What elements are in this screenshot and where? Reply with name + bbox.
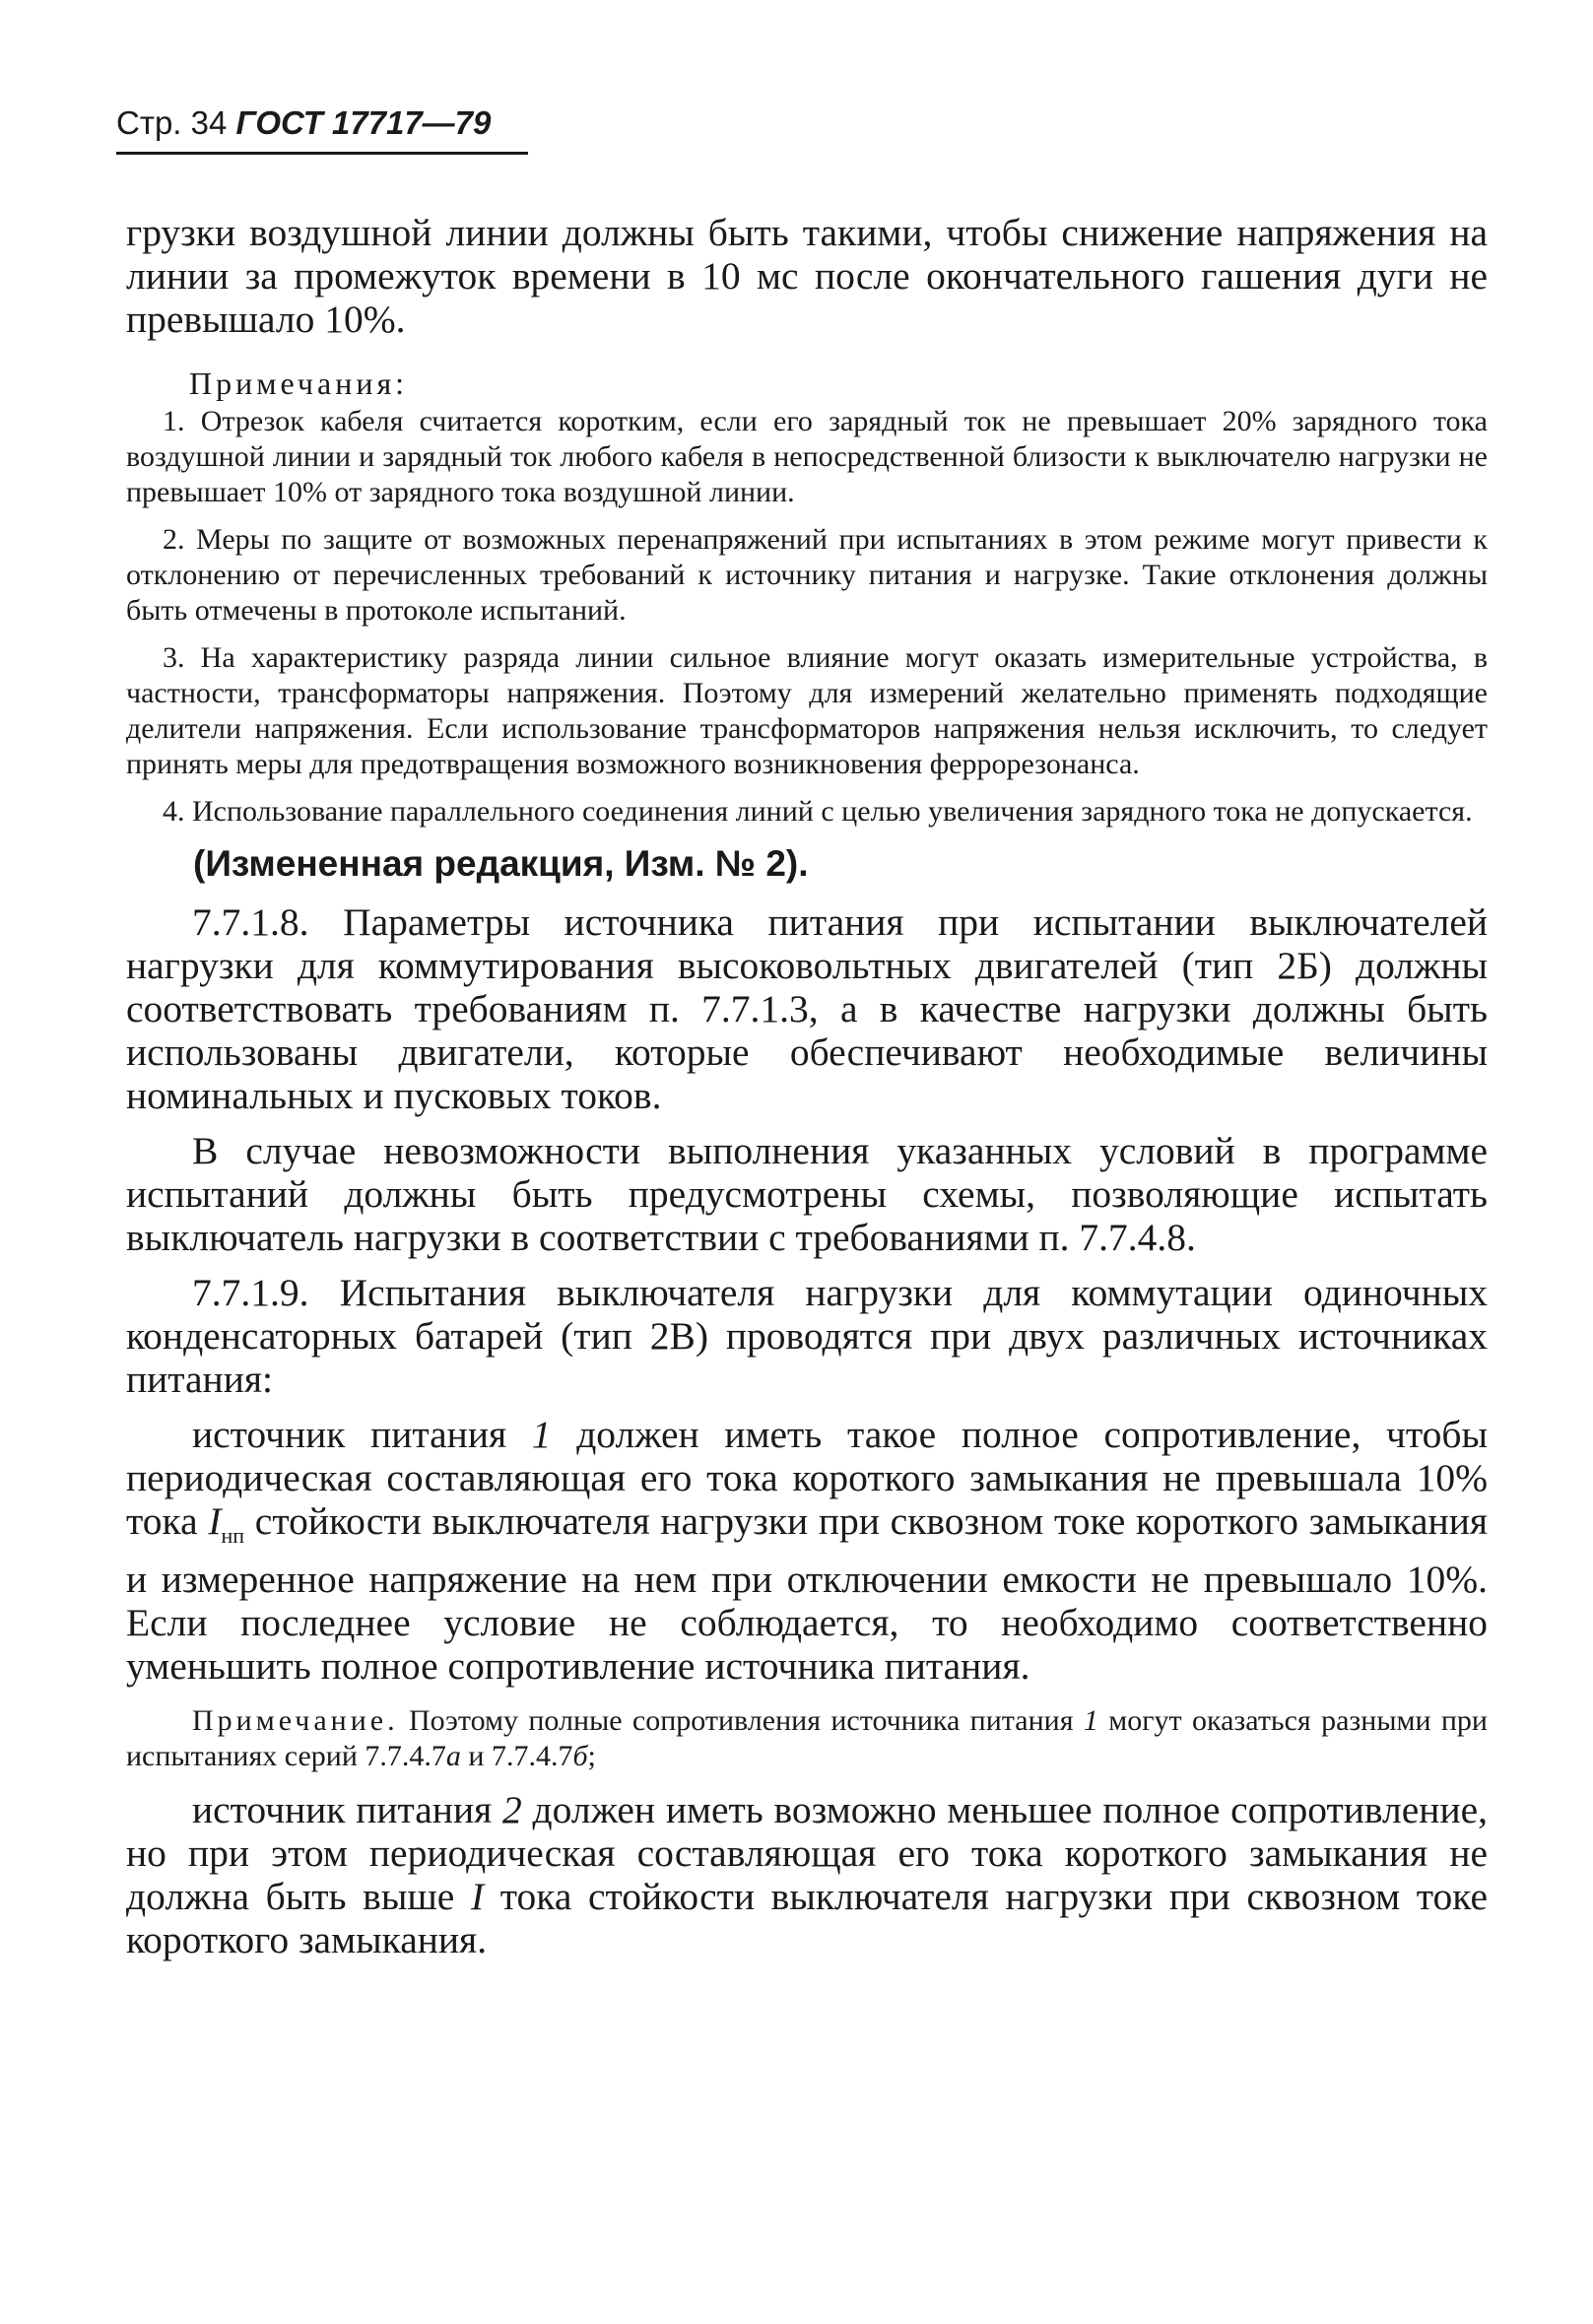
header-rule [116, 152, 528, 155]
standard-number: ГОСТ 17717—79 [235, 104, 492, 141]
paragraph-source-2: источник питания 2 должен иметь возможно меньшее полное сопротивление, но при этом периодическая составляющая его тока короткого замыкания не должна быть выше I тока стойкости выключателя нагрузки при сквозном токе короткого замыкания. [126, 1787, 1488, 1961]
page-header [116, 104, 491, 142]
note-3: 3. На характеристику разряда линии сильное влияние могут оказать измерительные устройства, в частности, трансформаторы напряжения. Поэтому для измерений желательно применять подходящие делители напряжения. Если использование трансформаторов напряжения нельзя исключить, то следует принять меры для предотвращения возможного возникновения феррорезонанса. [126, 641, 1488, 780]
document-body [126, 211, 1488, 1961]
note-1: 1. Отрезок кабеля считается коротким, если его зарядный ток не превышает 20% зарядного тока воздушной линии и зарядный ток любого кабеля в непосредственной близости к выключателю нагрузки не превышает 10% от зарядного тока воздушной линии. [126, 405, 1488, 508]
clause-7-7-1-8: 7.7.1.8. Параметры источника питания при испытании выключателей нагрузки для коммутирования высоковольтных двигателей (тип 2Б) должны соответствовать требованиям п. 7.7.1.3, а в качестве нагрузки должны быть использованы двигатели, которые обеспечивают необходимые величины номинальных и пусковых токов. [126, 900, 1488, 1117]
notes-title: Примечания: [189, 365, 409, 401]
paragraph-continuation: грузки воздушной линии должны быть такими, чтобы снижение напряжения на линии за промежуток времени в 10 мс после окончательного гашения дуги не превышало 10%. [126, 211, 1488, 341]
note-2: 2. Меры по защите от возможных перенапряжений при испытаниях в этом режиме могут привести к отклонению от перечисленных требований к источнику питания и нагрузке. Такие отклонения должны быть отмечены в протоколе испытаний. [126, 523, 1488, 627]
page-number: Стр. 34 [116, 104, 236, 141]
note-single: Примечание. Поэтому полные сопротивления источника питания 1 могут оказаться разными при испытаниях серий 7.7.4.7а и 7.7.4.7б; [126, 1703, 1488, 1772]
clause-7-7-1-9: 7.7.1.9. Испытания выключателя нагрузки для коммутации одиночных конденсаторных батарей (тип 2В) проводятся при двух различных источниках питания: [126, 1271, 1488, 1401]
revision-note: (Измененная редакция, Изм. № 2). [193, 843, 809, 884]
paragraph-case: В случае невозможности выполнения указанных условий в программе испытаний должны быть предусмотрены схемы, позволяющие испытать выключатель нагрузки в соответствии с требованиями п. 7.7.4.8. [126, 1129, 1488, 1259]
paragraph-source-1: источник питания 1 должен иметь такое полное сопротивление, чтобы периодическая составляющая его тока короткого замыкания не превышала 10% тока $I_{нп}$ стойкости выключателя нагрузки при сквозном токе короткого замыкания и измеренное напряжение на нем при отключении емкости не превышало 10%. Если последнее условие не соблюдается, то необходимо соответственно уменьшить полное сопротивление источника питания. [126, 1413, 1489, 1688]
note-4: 4. Использование параллельного соединения линий с целью увеличения зарядного тока не допускается. [163, 795, 1473, 828]
